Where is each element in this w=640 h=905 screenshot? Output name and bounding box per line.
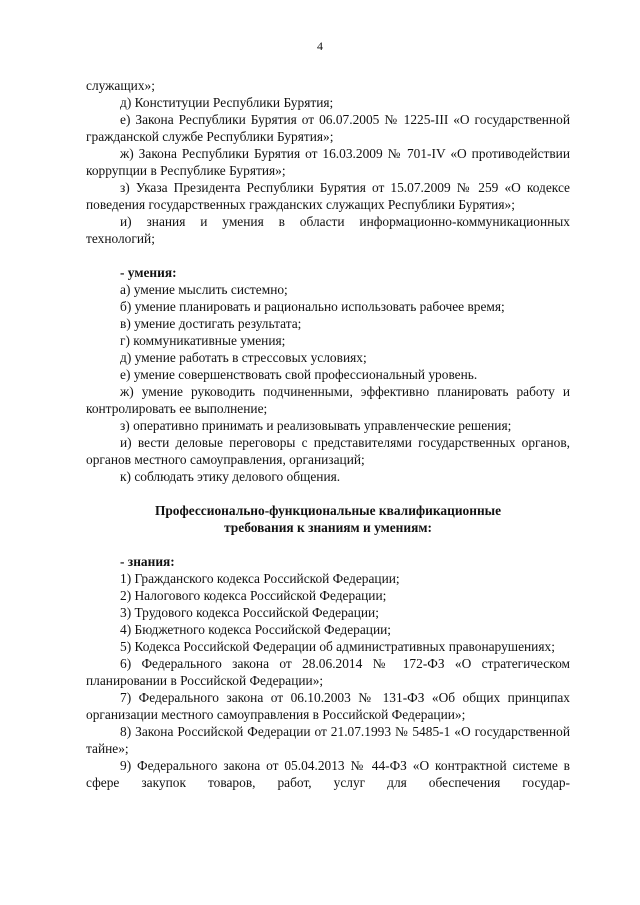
list-item: д) умение работать в стрессовых условиях; bbox=[120, 350, 367, 365]
list-item: е) умение совершенствовать свой профессиональный уровень. bbox=[120, 367, 478, 382]
list-item: 8) Закона Российской Федерации от 21.07.1993 № 5485-1 «О государственной тайне»; bbox=[86, 724, 570, 756]
paragraph: з) Указа Президента Республики Бурятия от 15.07.2009 № 259 «О кодексе поведения государственных гражданских служащих Республики Бурятия»; bbox=[86, 180, 570, 212]
list-item: в) умение достигать результата; bbox=[120, 316, 302, 331]
list-item: и) вести деловые переговоры с представителями государственных органов, органов местного самоуправления, организаций; bbox=[86, 435, 570, 467]
page-number: 4 bbox=[317, 39, 323, 53]
list-item: 3) Трудового кодекса Российской Федерации; bbox=[120, 605, 379, 620]
section-title: Профессионально-функциональные квалификационные bbox=[154, 503, 502, 518]
list-item: з) оперативно принимать и реализовывать управленческие решения; bbox=[120, 418, 512, 433]
paragraph: служащих»; bbox=[86, 78, 155, 93]
list-item: б) умение планировать и рационально использовать рабочее время; bbox=[120, 299, 505, 314]
list-item: 6) Федерального закона от 28.06.2014 № 172-ФЗ «О стратегическом планировании в Российской Федерации»; bbox=[86, 656, 570, 688]
paragraph: д) Конституции Республики Бурятия; bbox=[120, 95, 334, 110]
list-item: 7) Федерального закона от 06.10.2003 № 131-ФЗ «Об общих принципах организации местного самоуправления в Российской Федерации»; bbox=[86, 690, 570, 722]
paragraph: е) Закона Республики Бурятия от 06.07.2005 № 1225-III «О государственной гражданской службе Республики Бурятия»; bbox=[86, 112, 570, 144]
list-item: 1) Гражданского кодекса Российской Федерации; bbox=[120, 571, 400, 586]
skills-heading: - умения: bbox=[120, 265, 177, 280]
paragraph: ж) Закона Республики Бурятия от 16.03.2009 № 701-IV «О противодействии коррупции в Республике Бурятия»; bbox=[86, 146, 570, 178]
list-item: 5) Кодекса Российской Федерации об административных правонарушениях; bbox=[120, 639, 555, 654]
section-title: требования к знаниям и умениям: bbox=[224, 520, 432, 535]
list-item: ж) умение руководить подчиненными, эффективно планировать работу и контролировать ее выполнение; bbox=[86, 384, 570, 416]
paragraph: и) знания и умения в области информационно-коммуникационных технологий; bbox=[86, 214, 570, 246]
list-item: к) соблюдать этику делового общения. bbox=[120, 469, 341, 484]
list-item: 2) Налогового кодекса Российской Федерации; bbox=[120, 588, 387, 603]
list-item: а) умение мыслить системно; bbox=[120, 282, 288, 297]
knowledge-heading: - знания: bbox=[120, 554, 175, 569]
list-item: г) коммуникативные умения; bbox=[120, 333, 286, 348]
list-item: 9) Федерального закона от 05.04.2013 № 44-ФЗ «О контрактной системе в сфере закупок товаров, работ, услуг для обеспечения государ- bbox=[86, 758, 570, 790]
list-item: 4) Бюджетного кодекса Российской Федерации; bbox=[120, 622, 392, 637]
document-body bbox=[86, 77, 570, 791]
